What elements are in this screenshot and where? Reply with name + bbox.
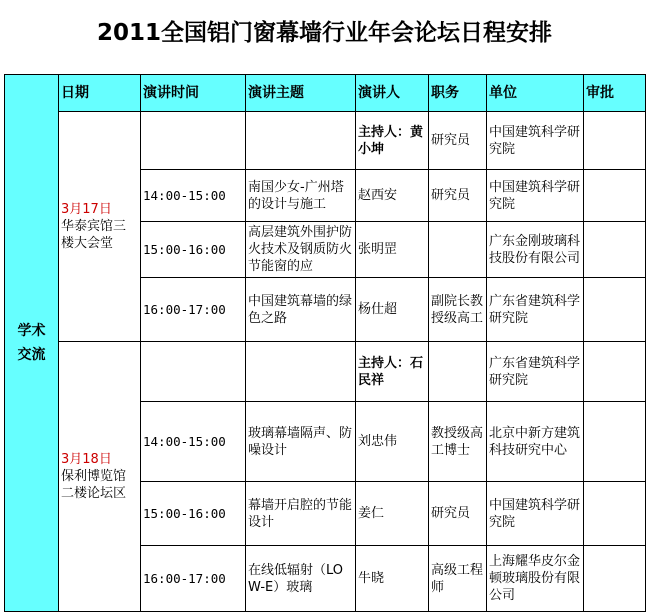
- header-org: 单位: [487, 75, 584, 112]
- approve-cell: [584, 482, 646, 546]
- date-label: 3月18日: [61, 452, 112, 467]
- org-cell: 广东省建筑科学研究院: [487, 278, 584, 342]
- approve-cell: [584, 402, 646, 482]
- org-cell: 中国建筑科学研究院: [487, 170, 584, 222]
- approve-cell: [584, 170, 646, 222]
- title-cell: 研究员: [429, 170, 487, 222]
- page-title: 2011全国铝门窗幕墙行业年会论坛日程安排: [96, 20, 552, 46]
- venue-label: 华泰宾馆三楼大会堂: [61, 219, 127, 251]
- approve-cell: [584, 546, 646, 612]
- title-cell: [429, 222, 487, 278]
- approve-cell: [584, 112, 646, 170]
- date-cell: [59, 112, 141, 342]
- date-label: 3月17日: [61, 202, 112, 217]
- table-row: [5, 112, 646, 170]
- topic-cell: 在线低辐射（LOW-E）玻璃: [246, 546, 356, 612]
- time-cell: 15:00-16:00: [141, 482, 246, 546]
- approve-cell: [584, 222, 646, 278]
- org-cell: 中国建筑科学研究院: [487, 482, 584, 546]
- time-cell: [141, 112, 246, 170]
- speaker-cell: 杨仕超: [356, 278, 429, 342]
- org-cell: 广东省建筑科学研究院: [487, 342, 584, 402]
- venue-label: 保利博览馆二楼论坛区: [61, 469, 127, 501]
- title-cell: 高级工程师: [429, 546, 487, 612]
- org-cell: 广东金刚玻璃科技股份有限公司: [487, 222, 584, 278]
- speaker-cell: 姜仁: [356, 482, 429, 546]
- topic-cell: [246, 342, 356, 402]
- title-cell: 副院长教授级高工: [429, 278, 487, 342]
- time-cell: 15:00-16:00: [141, 222, 246, 278]
- topic-cell: 幕墙开启腔的节能设计: [246, 482, 356, 546]
- header-date: 日期: [59, 75, 141, 112]
- topic-cell: 南国少女-广州塔的设计与施工: [246, 170, 356, 222]
- speaker-cell: 主持人：黄小坤: [356, 112, 429, 170]
- header-title: 职务: [429, 75, 487, 112]
- title-cell: [429, 342, 487, 402]
- header-topic: 演讲主题: [246, 75, 356, 112]
- side-label: 学术交流: [5, 75, 59, 612]
- speaker-cell: 主持人：石民祥: [356, 342, 429, 402]
- title-cell: 研究员: [429, 112, 487, 170]
- speaker-cell: 赵西安: [356, 170, 429, 222]
- header-speaker: 演讲人: [356, 75, 429, 112]
- time-cell: 14:00-15:00: [141, 402, 246, 482]
- header-approve: 审批: [584, 75, 646, 112]
- topic-cell: 高层建筑外围护防火技术及钢质防火节能窗的应: [246, 222, 356, 278]
- org-cell: 上海耀华皮尔金顿玻璃股份有限公司: [487, 546, 584, 612]
- time-cell: 14:00-15:00: [141, 170, 246, 222]
- org-cell: 北京中新方建筑科技研究中心: [487, 402, 584, 482]
- time-cell: [141, 342, 246, 402]
- header-row: [5, 75, 646, 112]
- speaker-cell: 刘忠伟: [356, 402, 429, 482]
- speaker-cell: 牛晓: [356, 546, 429, 612]
- title-cell: 教授级高工博士: [429, 402, 487, 482]
- time-cell: 16:00-17:00: [141, 546, 246, 612]
- topic-cell: 玻璃幕墙隔声、防噪设计: [246, 402, 356, 482]
- approve-cell: [584, 342, 646, 402]
- schedule-table: [4, 74, 646, 612]
- speaker-cell: 张明罡: [356, 222, 429, 278]
- title-cell: 研究员: [429, 482, 487, 546]
- header-time: 演讲时间: [141, 75, 246, 112]
- table-row: [5, 342, 646, 402]
- approve-cell: [584, 278, 646, 342]
- date-cell: [59, 342, 141, 612]
- org-cell: 中国建筑科学研究院: [487, 112, 584, 170]
- topic-cell: [246, 112, 356, 170]
- topic-cell: 中国建筑幕墙的绿色之路: [246, 278, 356, 342]
- time-cell: 16:00-17:00: [141, 278, 246, 342]
